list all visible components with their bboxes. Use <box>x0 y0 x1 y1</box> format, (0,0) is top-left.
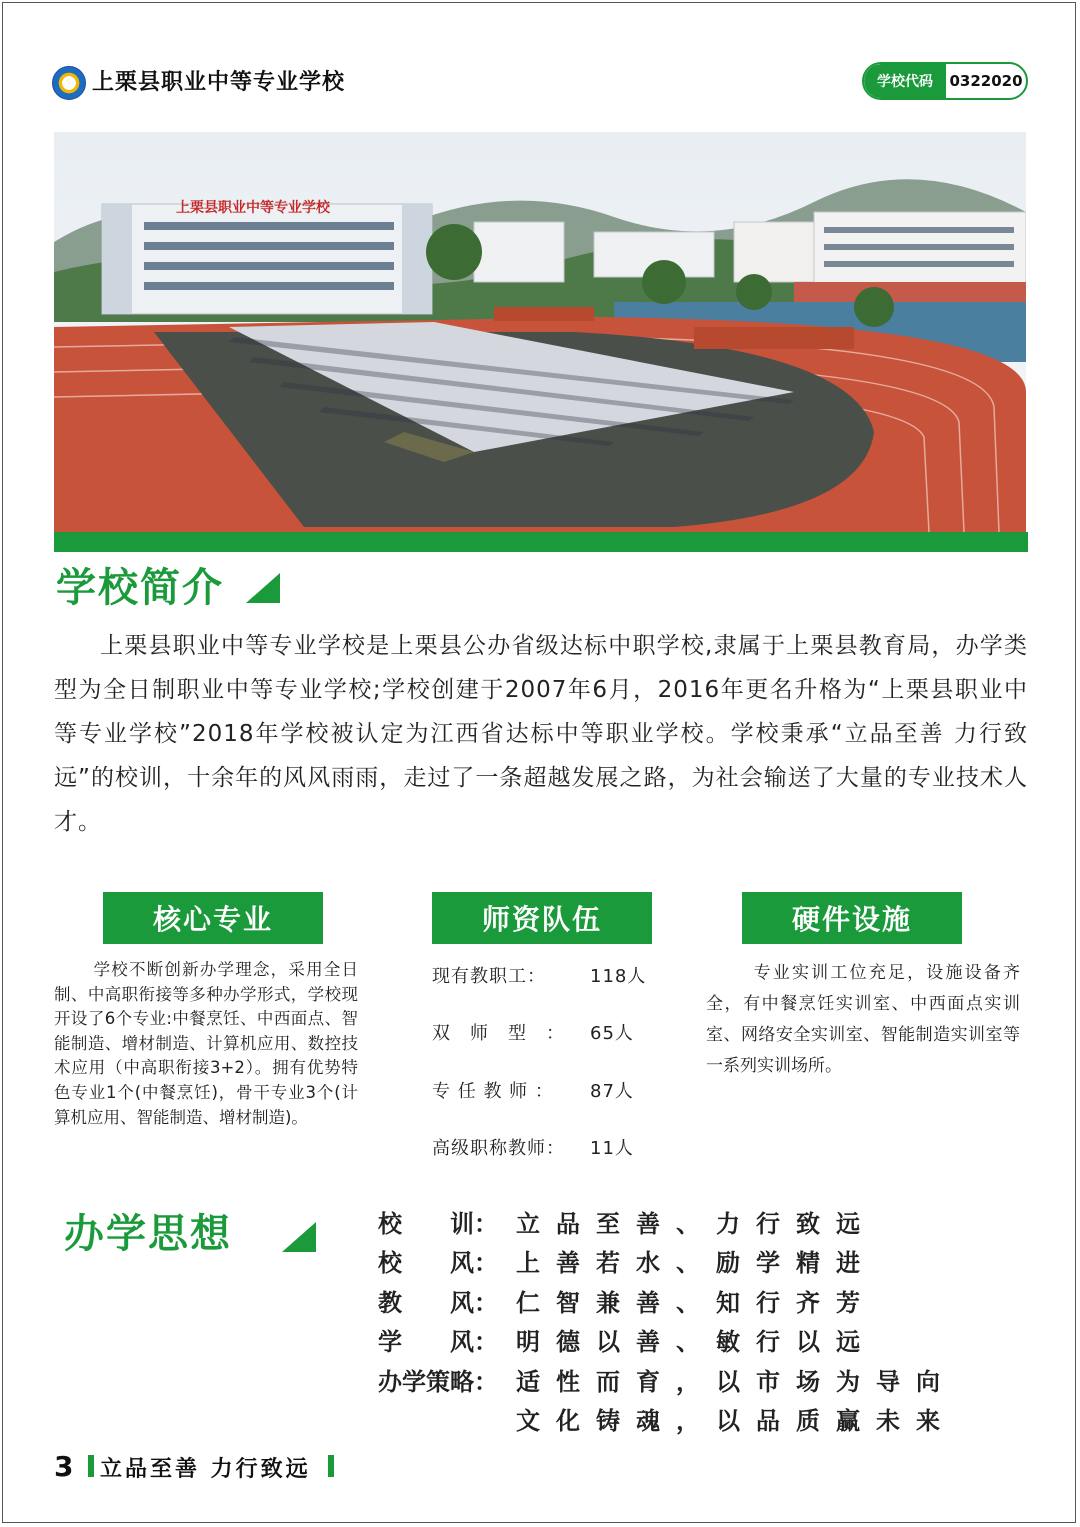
footer-bar-left <box>88 1455 94 1477</box>
staff-row-label: 高级职称教师： <box>432 1138 565 1159</box>
staff-row-label: 现有教职工： <box>432 966 546 987</box>
staff-row-value: 118人 <box>590 966 647 987</box>
intro-title-triangle-icon <box>246 573 280 603</box>
motto-value: 仁智兼善、知行齐芳 <box>516 1289 876 1317</box>
motto-label: 学 风： <box>378 1328 498 1356</box>
motto-label: 校 风： <box>378 1249 498 1277</box>
motto-value: 上善若水、励学精进 <box>516 1249 876 1277</box>
facilities-text: 专业实训工位充足，设施设备齐全，有中餐烹饪实训室、中西面点实训室、网络安全实训室、智能制造实训室等一系列实训场所。 <box>706 963 1020 1076</box>
core-majors-text: 学校不断创新办学理念，采用全日制、中高职衔接等多种办学形式，学校现开设了6个专业:中餐烹饪、中西面点、智能制造、增材制造、计算机应用、数控技术应用（中高职衔接3+2）。拥有优势特色专业1个(中餐烹饪)，骨干专业3个(计算机应用、智能制造、增材制造)。 <box>54 960 358 1127</box>
school-code-value: 0322020 <box>949 72 1023 90</box>
campus-photo <box>54 132 1026 532</box>
school-code-badge <box>862 62 1028 100</box>
motto-value: 文化铸魂，以品质赢未来 <box>516 1407 956 1435</box>
staff-row-value: 65人 <box>590 1023 634 1044</box>
school-name: 上栗县职业中等专业学校 <box>92 70 346 95</box>
philosophy-section-title: 办学思想 <box>64 1211 232 1257</box>
footer-bar-right <box>328 1455 334 1477</box>
facilities-heading: 硬件设施 <box>742 892 962 944</box>
building-sign: 上栗县职业中等专业学校 <box>176 199 330 215</box>
philosophy-title-triangle-icon <box>282 1222 316 1252</box>
staff-row-label: 专 任 教 师 ： <box>432 1081 554 1102</box>
staff-row-value: 11人 <box>590 1138 634 1159</box>
staff-row-label: 双 师 型 ： <box>432 1023 565 1044</box>
staff-row-value: 87人 <box>590 1081 634 1102</box>
staff-row-senior <box>432 1134 672 1164</box>
motto-value: 明德以善、敏行以远 <box>516 1328 876 1356</box>
staff-row-total <box>432 962 672 992</box>
motto-value: 适性而育，以市场为导向 <box>516 1368 956 1396</box>
staff-heading: 师资队伍 <box>432 892 652 944</box>
page-number: 3 <box>54 1450 74 1483</box>
footer-slogan: 立品至善 力行致远 <box>100 1457 311 1482</box>
hero-underline-bar <box>54 532 1028 552</box>
school-code-label: 学校代码 <box>864 64 946 98</box>
campus-photo-illustration <box>54 132 1026 532</box>
motto-value: 立品至善、力行致远 <box>516 1210 876 1238</box>
staff-row-dual <box>432 1019 672 1049</box>
intro-section-title: 学校简介 <box>56 565 224 611</box>
motto-label: 办学策略： <box>378 1368 498 1396</box>
motto-label: 教 风： <box>378 1289 498 1317</box>
intro-paragraph: 上栗县职业中等专业学校是上栗县公办省级达标中职学校,隶属于上栗县教育局，办学类型为全日制职业中等专业学校;学校创建于2007年6月，2016年更名升格为“上栗县职业中等专业学校”2018年学校被认定为江西省达标中等职业学校。学校秉承“立品至善 力行致远”的校训，十余年的风风雨雨，走过了一条超越发展之路，为社会输送了大量的专业技术人才。 <box>54 633 1028 835</box>
staff-row-fulltime <box>432 1077 672 1107</box>
motto-label: 校 训： <box>378 1210 498 1238</box>
core-majors-heading: 核心专业 <box>103 892 323 944</box>
school-logo-icon <box>52 66 86 100</box>
